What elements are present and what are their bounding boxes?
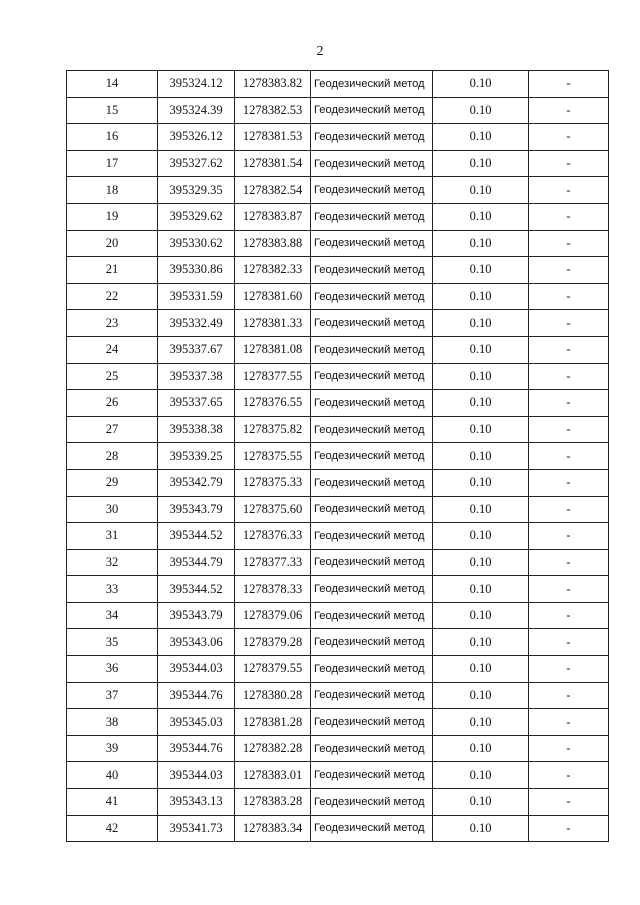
cell-y-coordinate: 1278377.33 [235,549,311,576]
table-row [67,150,609,177]
cell-point-number: 31 [67,523,158,550]
cell-x-coordinate: 395344.52 [158,576,235,603]
cell-method: Геодезический метод [311,363,433,390]
cell-y-coordinate: 1278382.33 [235,257,311,284]
table-row [67,629,609,656]
cell-method: Геодезический метод [311,789,433,816]
cell-y-coordinate: 1278378.33 [235,576,311,603]
cell-point-number: 41 [67,789,158,816]
cell-y-coordinate: 1278382.28 [235,735,311,762]
cell-method: Геодезический метод [311,523,433,550]
cell-method: Геодезический метод [311,124,433,151]
cell-note: - [529,815,609,842]
cell-precision: 0.10 [433,230,529,257]
cell-point-number: 18 [67,177,158,204]
cell-x-coordinate: 395324.12 [158,71,235,98]
cell-y-coordinate: 1278383.87 [235,203,311,230]
cell-precision: 0.10 [433,576,529,603]
cell-x-coordinate: 395344.76 [158,682,235,709]
cell-x-coordinate: 395330.62 [158,230,235,257]
table-row [67,789,609,816]
table-row [67,177,609,204]
cell-method: Геодезический метод [311,602,433,629]
cell-note: - [529,230,609,257]
cell-y-coordinate: 1278381.54 [235,150,311,177]
cell-x-coordinate: 395344.79 [158,549,235,576]
cell-point-number: 19 [67,203,158,230]
cell-y-coordinate: 1278375.60 [235,496,311,523]
cell-note: - [529,496,609,523]
cell-precision: 0.10 [433,789,529,816]
cell-x-coordinate: 395344.52 [158,523,235,550]
cell-y-coordinate: 1278382.53 [235,97,311,124]
cell-method: Геодезический метод [311,390,433,417]
table-row [67,496,609,523]
cell-note: - [529,150,609,177]
cell-x-coordinate: 395342.79 [158,469,235,496]
cell-precision: 0.10 [433,177,529,204]
cell-note: - [529,390,609,417]
cell-y-coordinate: 1278382.54 [235,177,311,204]
cell-x-coordinate: 395337.67 [158,336,235,363]
cell-precision: 0.10 [433,656,529,683]
cell-x-coordinate: 395338.38 [158,416,235,443]
cell-precision: 0.10 [433,416,529,443]
cell-note: - [529,789,609,816]
cell-y-coordinate: 1278375.33 [235,469,311,496]
cell-method: Геодезический метод [311,230,433,257]
cell-y-coordinate: 1278376.55 [235,390,311,417]
cell-y-coordinate: 1278381.28 [235,709,311,736]
table-row [67,443,609,470]
cell-precision: 0.10 [433,390,529,417]
cell-precision: 0.10 [433,71,529,98]
cell-note: - [529,523,609,550]
table-row [67,97,609,124]
cell-y-coordinate: 1278379.06 [235,602,311,629]
cell-point-number: 20 [67,230,158,257]
cell-point-number: 21 [67,257,158,284]
cell-point-number: 37 [67,682,158,709]
cell-point-number: 24 [67,336,158,363]
table-row [67,602,609,629]
cell-x-coordinate: 395332.49 [158,310,235,337]
cell-method: Геодезический метод [311,97,433,124]
cell-precision: 0.10 [433,735,529,762]
cell-note: - [529,97,609,124]
cell-note: - [529,762,609,789]
table-row [67,815,609,842]
cell-point-number: 34 [67,602,158,629]
cell-method: Геодезический метод [311,576,433,603]
cell-point-number: 28 [67,443,158,470]
table-row [67,709,609,736]
cell-precision: 0.10 [433,496,529,523]
table-row [67,310,609,337]
cell-note: - [529,416,609,443]
cell-note: - [529,576,609,603]
cell-precision: 0.10 [433,443,529,470]
cell-y-coordinate: 1278381.53 [235,124,311,151]
cell-point-number: 27 [67,416,158,443]
cell-y-coordinate: 1278381.33 [235,310,311,337]
cell-note: - [529,602,609,629]
cell-y-coordinate: 1278380.28 [235,682,311,709]
cell-method: Геодезический метод [311,815,433,842]
cell-precision: 0.10 [433,283,529,310]
cell-note: - [529,682,609,709]
table-row [67,416,609,443]
cell-point-number: 29 [67,469,158,496]
cell-precision: 0.10 [433,762,529,789]
cell-method: Геодезический метод [311,629,433,656]
cell-point-number: 15 [67,97,158,124]
cell-point-number: 38 [67,709,158,736]
cell-point-number: 33 [67,576,158,603]
table-row [67,549,609,576]
cell-method: Геодезический метод [311,310,433,337]
cell-point-number: 30 [67,496,158,523]
table-row [67,71,609,98]
cell-point-number: 36 [67,656,158,683]
table-row [67,656,609,683]
cell-method: Геодезический метод [311,496,433,523]
cell-method: Геодезический метод [311,257,433,284]
cell-method: Геодезический метод [311,336,433,363]
cell-method: Геодезический метод [311,177,433,204]
cell-precision: 0.10 [433,815,529,842]
cell-y-coordinate: 1278383.01 [235,762,311,789]
cell-x-coordinate: 395341.73 [158,815,235,842]
cell-x-coordinate: 395331.59 [158,283,235,310]
table-row [67,735,609,762]
cell-method: Геодезический метод [311,469,433,496]
cell-point-number: 42 [67,815,158,842]
cell-method: Геодезический метод [311,549,433,576]
cell-y-coordinate: 1278375.82 [235,416,311,443]
cell-precision: 0.10 [433,469,529,496]
cell-note: - [529,336,609,363]
table-row [67,336,609,363]
page-number: 2 [316,44,324,59]
table-row [67,390,609,417]
cell-point-number: 25 [67,363,158,390]
cell-method: Геодезический метод [311,416,433,443]
cell-method: Геодезический метод [311,762,433,789]
cell-x-coordinate: 395343.06 [158,629,235,656]
cell-method: Геодезический метод [311,709,433,736]
cell-x-coordinate: 395343.13 [158,789,235,816]
cell-precision: 0.10 [433,310,529,337]
cell-method: Геодезический метод [311,682,433,709]
cell-method: Геодезический метод [311,283,433,310]
coordinates-table-body [67,71,609,842]
table-row [67,523,609,550]
table-row [67,682,609,709]
cell-y-coordinate: 1278381.60 [235,283,311,310]
coordinates-table [66,70,609,842]
cell-x-coordinate: 395324.39 [158,97,235,124]
cell-precision: 0.10 [433,682,529,709]
cell-point-number: 17 [67,150,158,177]
cell-note: - [529,469,609,496]
cell-x-coordinate: 395344.03 [158,656,235,683]
cell-point-number: 16 [67,124,158,151]
cell-method: Геодезический метод [311,735,433,762]
cell-note: - [529,363,609,390]
table-row [67,762,609,789]
cell-y-coordinate: 1278383.82 [235,71,311,98]
cell-y-coordinate: 1278379.55 [235,656,311,683]
cell-precision: 0.10 [433,124,529,151]
cell-note: - [529,124,609,151]
cell-y-coordinate: 1278375.55 [235,443,311,470]
cell-y-coordinate: 1278377.55 [235,363,311,390]
table-row [67,257,609,284]
cell-precision: 0.10 [433,150,529,177]
cell-method: Геодезический метод [311,150,433,177]
cell-y-coordinate: 1278383.34 [235,815,311,842]
cell-x-coordinate: 395330.86 [158,257,235,284]
table-row [67,363,609,390]
cell-note: - [529,549,609,576]
cell-x-coordinate: 395343.79 [158,496,235,523]
cell-note: - [529,709,609,736]
cell-x-coordinate: 395345.03 [158,709,235,736]
cell-method: Геодезический метод [311,71,433,98]
cell-note: - [529,656,609,683]
cell-point-number: 23 [67,310,158,337]
cell-precision: 0.10 [433,602,529,629]
table-row [67,203,609,230]
cell-point-number: 35 [67,629,158,656]
table-row [67,469,609,496]
cell-note: - [529,71,609,98]
cell-y-coordinate: 1278381.08 [235,336,311,363]
cell-point-number: 22 [67,283,158,310]
cell-precision: 0.10 [433,629,529,656]
table-row [67,283,609,310]
cell-x-coordinate: 395329.62 [158,203,235,230]
cell-point-number: 32 [67,549,158,576]
cell-precision: 0.10 [433,709,529,736]
cell-point-number: 14 [67,71,158,98]
cell-note: - [529,203,609,230]
cell-y-coordinate: 1278379.28 [235,629,311,656]
cell-precision: 0.10 [433,203,529,230]
cell-note: - [529,443,609,470]
cell-note: - [529,257,609,284]
cell-x-coordinate: 395337.65 [158,390,235,417]
cell-x-coordinate: 395329.35 [158,177,235,204]
cell-y-coordinate: 1278383.28 [235,789,311,816]
cell-point-number: 40 [67,762,158,789]
cell-precision: 0.10 [433,97,529,124]
cell-point-number: 39 [67,735,158,762]
cell-x-coordinate: 395344.76 [158,735,235,762]
table-row [67,124,609,151]
cell-note: - [529,629,609,656]
cell-x-coordinate: 395344.03 [158,762,235,789]
cell-precision: 0.10 [433,257,529,284]
cell-x-coordinate: 395326.12 [158,124,235,151]
cell-note: - [529,310,609,337]
table-row [67,576,609,603]
cell-x-coordinate: 395339.25 [158,443,235,470]
cell-note: - [529,177,609,204]
cell-method: Геодезический метод [311,656,433,683]
cell-precision: 0.10 [433,336,529,363]
cell-x-coordinate: 395337.38 [158,363,235,390]
cell-note: - [529,735,609,762]
cell-y-coordinate: 1278383.88 [235,230,311,257]
cell-method: Геодезический метод [311,443,433,470]
table-row [67,230,609,257]
cell-y-coordinate: 1278376.33 [235,523,311,550]
cell-precision: 0.10 [433,363,529,390]
cell-precision: 0.10 [433,549,529,576]
cell-note: - [529,283,609,310]
cell-point-number: 26 [67,390,158,417]
cell-method: Геодезический метод [311,203,433,230]
cell-x-coordinate: 395327.62 [158,150,235,177]
cell-precision: 0.10 [433,523,529,550]
cell-x-coordinate: 395343.79 [158,602,235,629]
